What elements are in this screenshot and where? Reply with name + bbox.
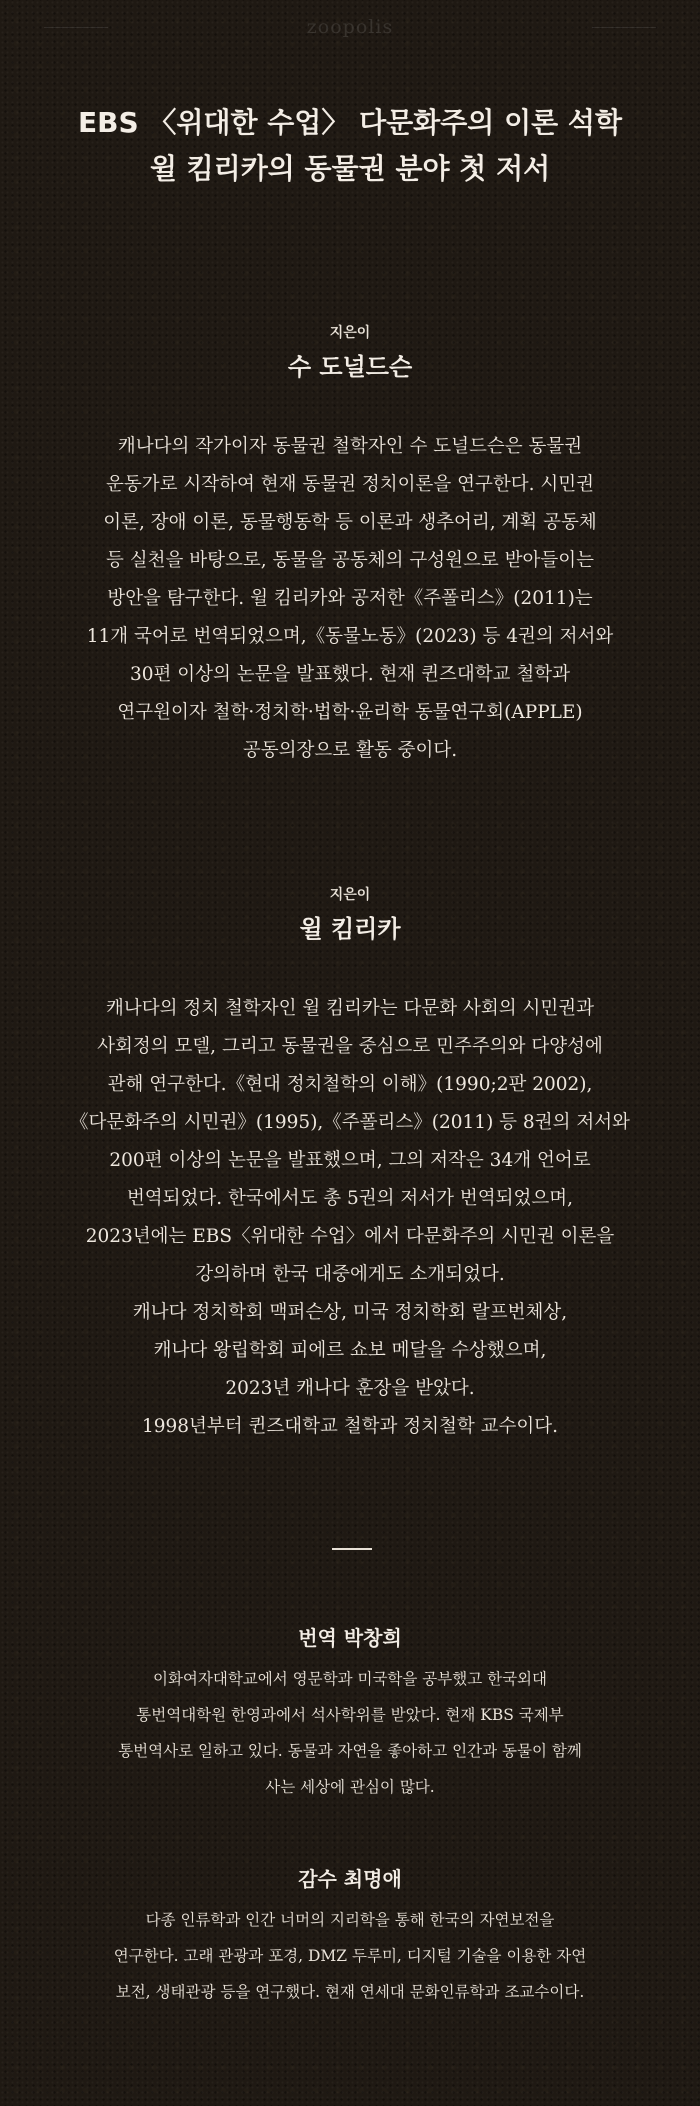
- bio-line: 연구한다. 고래 관광과 포경, DMZ 두루미, 디지털 기술을 이용한 자연: [113, 1947, 587, 1965]
- bio-line: 캐나다 정치학회 맥퍼슨상, 미국 정치학회 랄프번체상,: [132, 1302, 568, 1323]
- bio-line: 연구원이자 철학·정치학·법학·윤리학 동물연구회(APPLE): [117, 702, 583, 723]
- bio-line: 관해 연구한다.《현대 정치철학의 이해》(1990;2판 2002),: [107, 1074, 593, 1095]
- bio-line: 이론, 장애 이론, 동물행동학 등 이론과 생추어리, 계획 공동체: [103, 512, 597, 533]
- author-section: [0, 322, 700, 770]
- headline-line-1: EBS 〈위대한 수업〉 다문화주의 이론 석학: [77, 106, 623, 139]
- bio-line: 1998년부터 퀸즈대학교 철학과 정치철학 교수이다.: [141, 1416, 559, 1437]
- author-role: 지은이: [329, 887, 371, 903]
- bio-line: 통번역대학원 한영과에서 석사학위를 받았다. 현재 KBS 국제부: [136, 1706, 564, 1724]
- translator-bio: [0, 1661, 700, 1805]
- top-bar: [0, 12, 700, 42]
- bio-line: 200편 이상의 논문을 발표했으며, 그의 저작은 34개 언어로: [109, 1150, 591, 1171]
- author-bio: [0, 990, 700, 1446]
- headline: [0, 100, 700, 192]
- bio-line: 강의하며 한국 대중에게도 소개되었다.: [195, 1264, 505, 1285]
- supervisor-title: 감수 최명애: [298, 1867, 402, 1891]
- bio-line: 다종 인류학과 인간 너머의 지리학을 통해 한국의 자연보전을: [145, 1911, 555, 1929]
- bio-line: 《다문화주의 시민권》(1995),《주폴리스》(2011) 등 8권의 저서와: [70, 1112, 630, 1133]
- bio-line: 통번역사로 일하고 있다. 동물과 자연을 좋아하고 인간과 동물이 함께: [118, 1742, 582, 1760]
- bio-line: 2023년에는 EBS〈위대한 수업〉에서 다문화주의 시민권 이론을: [85, 1226, 615, 1247]
- supervisor-bio: [0, 1902, 700, 2010]
- author-name: 수 도널드슨: [287, 353, 413, 381]
- supervisor-section: [0, 1864, 700, 2010]
- bio-line: 2023년 캐나다 훈장을 받았다.: [225, 1378, 475, 1399]
- translator-section: [0, 1623, 700, 1805]
- bio-line: 보전, 생태관광 등을 연구했다. 현재 연세대 문화인류학과 조교수이다.: [115, 1983, 585, 2001]
- bio-line: 운동가로 시작하여 현재 동물권 정치이론을 연구한다. 시민권: [106, 474, 594, 495]
- bio-line: 11개 국어로 번역되었으며,《동물노동》(2023) 등 4권의 저서와: [86, 626, 614, 647]
- section-divider: [332, 1548, 372, 1550]
- author-role: 지은이: [329, 325, 371, 341]
- bio-line: 번역되었다. 한국에서도 총 5권의 저서가 번역되었으며,: [126, 1188, 574, 1209]
- bio-line: 사회정의 모델, 그리고 동물권을 중심으로 민주주의와 다양성에: [97, 1036, 603, 1057]
- brand-watermark: zoopolis: [306, 16, 394, 38]
- bio-line: 등 실천을 바탕으로, 동물을 공동체의 구성원으로 받아들이는: [106, 550, 594, 571]
- author-section: [0, 884, 700, 1446]
- headline-line-2: 윌 킴리카의 동물권 분야 첫 저서: [149, 152, 551, 185]
- translator-title: 번역 박창희: [298, 1626, 402, 1650]
- author-bio: [0, 428, 700, 770]
- author-name: 윌 킴리카: [299, 915, 401, 943]
- bio-line: 캐나다의 정치 철학자인 윌 킴리카는 다문화 사회의 시민권과: [106, 998, 594, 1019]
- bio-line: 이화여자대학교에서 영문학과 미국학을 공부했고 한국외대: [152, 1670, 548, 1688]
- bio-line: 캐나다의 작가이자 동물권 철학자인 수 도널드슨은 동물권: [117, 436, 583, 457]
- bio-line: 캐나다 왕립학회 피에르 쇼보 메달을 수상했으며,: [153, 1340, 547, 1361]
- bio-line: 30편 이상의 논문을 발표했다. 현재 퀸즈대학교 철학과: [130, 664, 570, 685]
- bio-line: 방안을 탐구한다. 윌 킴리카와 공저한《주폴리스》(2011)는: [107, 588, 593, 609]
- bio-line: 사는 세상에 관심이 많다.: [265, 1778, 435, 1796]
- bio-line: 공동의장으로 활동 중이다.: [242, 740, 458, 761]
- decorative-line: [592, 27, 656, 28]
